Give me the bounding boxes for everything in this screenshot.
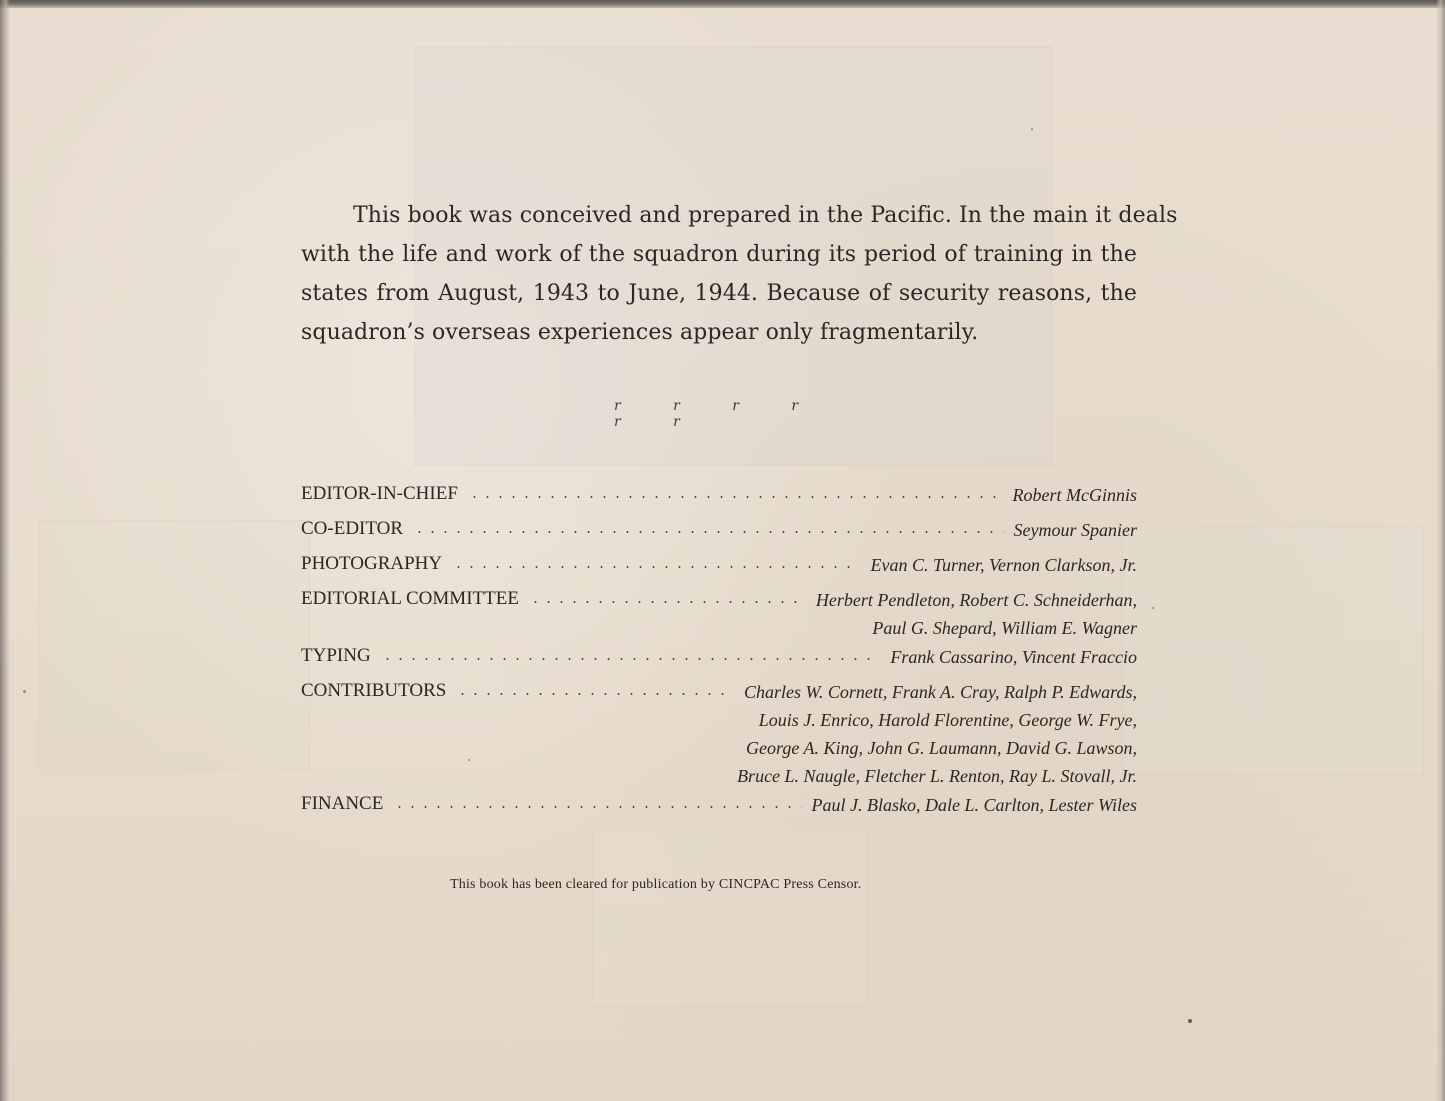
paper-speck (23, 690, 26, 693)
dot-leader (529, 586, 806, 612)
paper-speck (1031, 128, 1033, 130)
credit-name-line: Seymour Spanier (1013, 520, 1137, 540)
paper-speck (468, 759, 470, 761)
credit-label: PHOTOGRAPHY (301, 553, 443, 574)
page-left-edge (0, 0, 10, 1101)
credit-name-line: Evan C. Turner, Vernon Clarkson, Jr. (870, 555, 1137, 575)
credit-label: CONTRIBUTORS (301, 680, 447, 701)
paper-speck (1188, 1019, 1192, 1023)
credit-row (301, 516, 1137, 550)
credit-value (816, 586, 1137, 642)
intro-line-2: with the life and work of the squadron during its period of training in the (301, 242, 1137, 267)
credits-list (301, 481, 1137, 826)
credit-value (870, 551, 1137, 579)
dot-leader (381, 643, 881, 669)
faint-left-photo (38, 520, 310, 772)
credit-label: EDITOR-IN-CHIEF (301, 483, 458, 504)
credit-row (301, 551, 1137, 585)
credit-name-line: Louis J. Enrico, Harold Florentine, George W. Frye, (758, 710, 1137, 730)
credit-name-line: Paul J. Blasko, Dale L. Carlton, Lester Wiles (811, 795, 1137, 815)
credit-name-line: Charles W. Cornett, Frank A. Cray, Ralph P. Edwards, (743, 682, 1137, 702)
credit-name-line: Frank Cassarino, Vincent Fraccio (890, 647, 1137, 667)
credit-value (812, 791, 1138, 819)
credit-row (301, 678, 1137, 790)
censorship-note: This book has been cleared for publication by CINCPAC Press Censor. (450, 877, 862, 892)
credit-name-line: Bruce L. Naugle, Fletcher L. Renton, Ray L. Stovall, Jr. (737, 766, 1137, 786)
intro-line-3: states from August, 1943 to June, 1944. Because of security reasons, the (301, 281, 1137, 306)
credit-value (737, 678, 1137, 790)
credit-label: TYPING (301, 645, 371, 666)
credit-value (1013, 481, 1137, 509)
credit-name-line: Robert McGinnis (1012, 485, 1137, 505)
dot-leader (468, 481, 1003, 507)
credit-value (1014, 516, 1137, 544)
dot-leader (452, 551, 860, 577)
credit-name-line: Paul G. Shepard, William E. Wagner (872, 618, 1137, 638)
credit-name-line: George A. King, John G. Laumann, David G. Lawson, (746, 738, 1137, 758)
page-top-edge (0, 0, 1445, 8)
intro-line-1: This book was conceived and prepared in the Pacific. In the main it deals (353, 203, 1178, 228)
credit-label: FINANCE (301, 793, 384, 814)
credit-label: CO-EDITOR (301, 518, 404, 539)
section-ornament: r r r r r r (614, 398, 823, 430)
credit-value (890, 643, 1137, 671)
credit-row (301, 643, 1137, 677)
credit-row (301, 481, 1137, 515)
credit-label: EDITORIAL COMMITTEE (301, 588, 519, 609)
intro-line-4: squadron’s overseas experiences appear only fragmentarily. (301, 320, 979, 345)
intro-paragraph (301, 196, 1178, 352)
credit-row (301, 586, 1137, 642)
faint-bottom-photo (592, 828, 868, 1006)
dot-leader (456, 678, 727, 704)
page-right-edge (1436, 0, 1445, 1101)
credit-row (301, 791, 1137, 825)
paper-speck (1152, 607, 1154, 609)
dot-leader (393, 791, 801, 817)
credit-name-line: Herbert Pendleton, Robert C. Schneiderhan, (815, 590, 1137, 610)
faint-right-photo (1122, 526, 1424, 776)
dot-leader (413, 516, 1003, 542)
